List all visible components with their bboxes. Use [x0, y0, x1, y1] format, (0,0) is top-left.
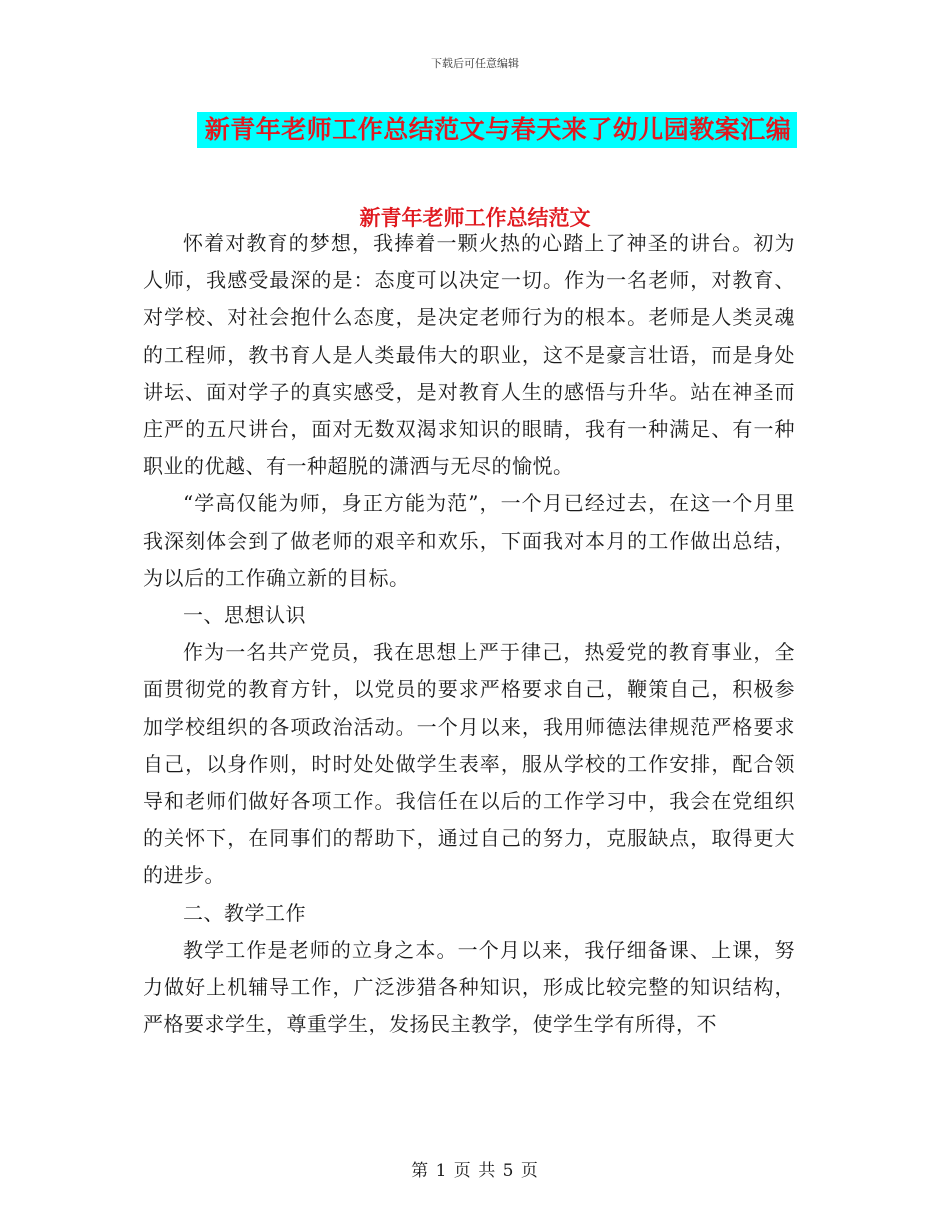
header-note: 下载后可任意编辑 — [431, 57, 519, 70]
document-title-container — [0, 112, 950, 148]
section-title: 新青年老师工作总结范文 — [359, 205, 591, 230]
document-body — [143, 225, 795, 1043]
paragraph-teaching: 教学工作是老师的立身之本。一个月以来，我仔细备课、上课，努力做好上机辅导工作，广泛涉猎各种知识，形成比较完整的知识结构，严格要求学生，尊重学生，发扬民主教学，使学生学有所得，不 — [143, 937, 795, 1037]
paragraph-ideology: 作为一名共产党员，我在思想上严于律己，热爱党的教育事业，全面贯彻党的教育方针，以党员的要求严格要求自己，鞭策自己，积极参加学校组织的各项政治活动。一个月以来，我用师德法律规范严格要求自己，以身作则，时时处处做学生表率，服从学校的工作安排，配合领导和老师们做好各项工作。我信任在以后的工作学习中，我会在党组织的关怀下，在同事们的帮助下，通过自己的努力，克服缺点，取得更大的进步。 — [143, 640, 795, 888]
heading-ideology: 一、思想认识 — [183, 603, 306, 628]
document-title: 新青年老师工作总结范文与春天来了幼儿园教案汇编 — [197, 112, 798, 148]
paragraph-intro: 怀着对教育的梦想，我捧着一颗火热的心踏上了神圣的讲台。初为人师，我感受最深的是：态度可以决定一切。作为一名老师，对教育、对学校、对社会抱什么态度，是决定老师行为的根本。老师是人类灵魂的工程师，教书育人是人类最伟大的职业，这不是豪言壮语，而是身处讲坛、面对学子的真实感受，是对教育人生的感悟与升华。站在神圣而庄严的五尺讲台，面对无数双渴求知识的眼睛，我有一种满足、有一种职业的优越、有一种超脱的潇洒与无尽的愉悦。 — [143, 231, 795, 479]
paragraph-motto: “学高仅能为师，身正方能为范”，一个月已经过去，在这一个月里我深刻体会到了做老师的艰辛和欢乐，下面我对本月的工作做出总结，为以后的工作确立新的目标。 — [143, 491, 795, 590]
heading-teaching: 二、教学工作 — [183, 900, 306, 925]
page-footer: 第 1 页 共 5 页 — [411, 1161, 539, 1181]
